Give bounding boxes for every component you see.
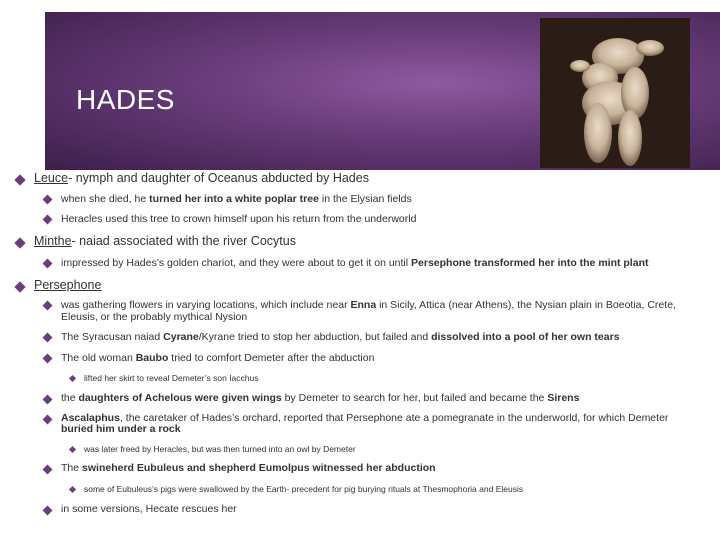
text-bold: Persephone transformed her into the mint plant xyxy=(411,257,649,269)
text: Eleusis, or the probably mythical Nysion xyxy=(61,311,248,323)
statue-illustration xyxy=(540,18,690,168)
text: when she died, he xyxy=(61,193,150,205)
statue-image xyxy=(540,18,690,168)
text-bold: Enna xyxy=(350,299,377,311)
text-bold: swineherd Eubuleus and shepherd Eumolpus witnessed her abduction xyxy=(82,462,436,474)
leuce-sub-1 xyxy=(61,193,412,205)
bullet-icon xyxy=(14,281,25,292)
text: /Kyrane tried to stop her abduction, but failed and xyxy=(198,331,432,343)
bullet-persephone xyxy=(34,278,101,292)
text: The Syracusan naiad xyxy=(61,331,164,343)
text: the xyxy=(61,392,79,404)
bullet-icon xyxy=(43,301,53,311)
slide-title: HADES xyxy=(76,84,175,115)
bullet-icon xyxy=(43,354,53,364)
bullet-icon xyxy=(43,415,53,425)
bullet-icon xyxy=(43,395,53,405)
leuce-heading: Leuce xyxy=(34,171,69,185)
text-bold: turned her into a white poplar tree xyxy=(149,193,319,205)
persephone-sub-5-detail: was later freed by Heracles, but was then turned into an owl by Demeter xyxy=(84,444,356,454)
persephone-heading: Persephone xyxy=(34,278,102,292)
text: in Sicily, Attica (near Athens), the Nysian plain in Boeotia, Crete, xyxy=(376,299,676,311)
bullet-icon xyxy=(69,446,76,453)
bullet-icon xyxy=(43,506,53,516)
persephone-sub-6-detail: some of Eubuleus’s pigs were swallowed by the Earth- precedent for pig burying rituals at Thesmophoria and Eleusis xyxy=(84,484,524,494)
bullet-leuce xyxy=(34,171,369,185)
text: in the Elysian fields xyxy=(318,193,412,205)
text: , the caretaker of Hades’s orchard, reported that Persephone ate a pomegranate in the underworld, for which Demeter xyxy=(119,412,669,424)
bullet-icon xyxy=(14,237,25,248)
text: tried to comfort Demeter after the abduction xyxy=(168,352,375,364)
persephone-sub-1 xyxy=(61,299,676,323)
bullet-icon xyxy=(43,215,53,225)
bullet-icon xyxy=(69,375,76,382)
persephone-sub-3 xyxy=(61,352,374,364)
bullet-icon xyxy=(43,333,53,343)
persephone-sub-4 xyxy=(61,392,579,404)
text-bold: Baubo xyxy=(135,352,169,364)
text-bold: buried him under a rock xyxy=(61,423,181,435)
bullet-icon xyxy=(43,465,53,475)
bullet-minthe xyxy=(34,234,296,248)
text-bold: dissolved into a pool of her own tears xyxy=(431,331,620,343)
persephone-sub-6 xyxy=(61,462,436,474)
leuce-text: - nymph and daughter of Oceanus abducted by Hades xyxy=(68,171,369,185)
leuce-sub-2: Heracles used this tree to crown himself upon his return from the underworld xyxy=(61,213,417,225)
text: The old woman xyxy=(61,352,136,364)
bullet-icon xyxy=(43,259,53,269)
text-bold: daughters of Achelous were given wings xyxy=(78,392,282,404)
minthe-text: - naiad associated with the river Cocytus xyxy=(71,234,296,248)
bullet-icon xyxy=(43,195,53,205)
text: by Demeter to search for her, but failed and became the xyxy=(281,392,548,404)
minthe-heading: Minthe xyxy=(34,234,72,248)
text: impressed by Hades’s golden chariot, and they were about to get it on until xyxy=(61,257,412,269)
bullet-icon xyxy=(14,174,25,185)
text: was gathering flowers in varying locations, which include near xyxy=(61,299,351,311)
text-bold: Sirens xyxy=(547,392,580,404)
minthe-sub-1 xyxy=(61,257,648,269)
persephone-sub-3-detail: lifted her skirt to reveal Demeter’s son Iacchus xyxy=(84,373,259,383)
text-bold: Ascalaphus xyxy=(61,412,120,424)
persephone-sub-7: in some versions, Hecate rescues her xyxy=(61,503,237,515)
bullet-icon xyxy=(69,486,76,493)
text-bold: Cyrane xyxy=(163,331,199,343)
persephone-sub-5 xyxy=(61,413,668,435)
persephone-sub-2 xyxy=(61,331,620,343)
text: The xyxy=(61,462,83,474)
